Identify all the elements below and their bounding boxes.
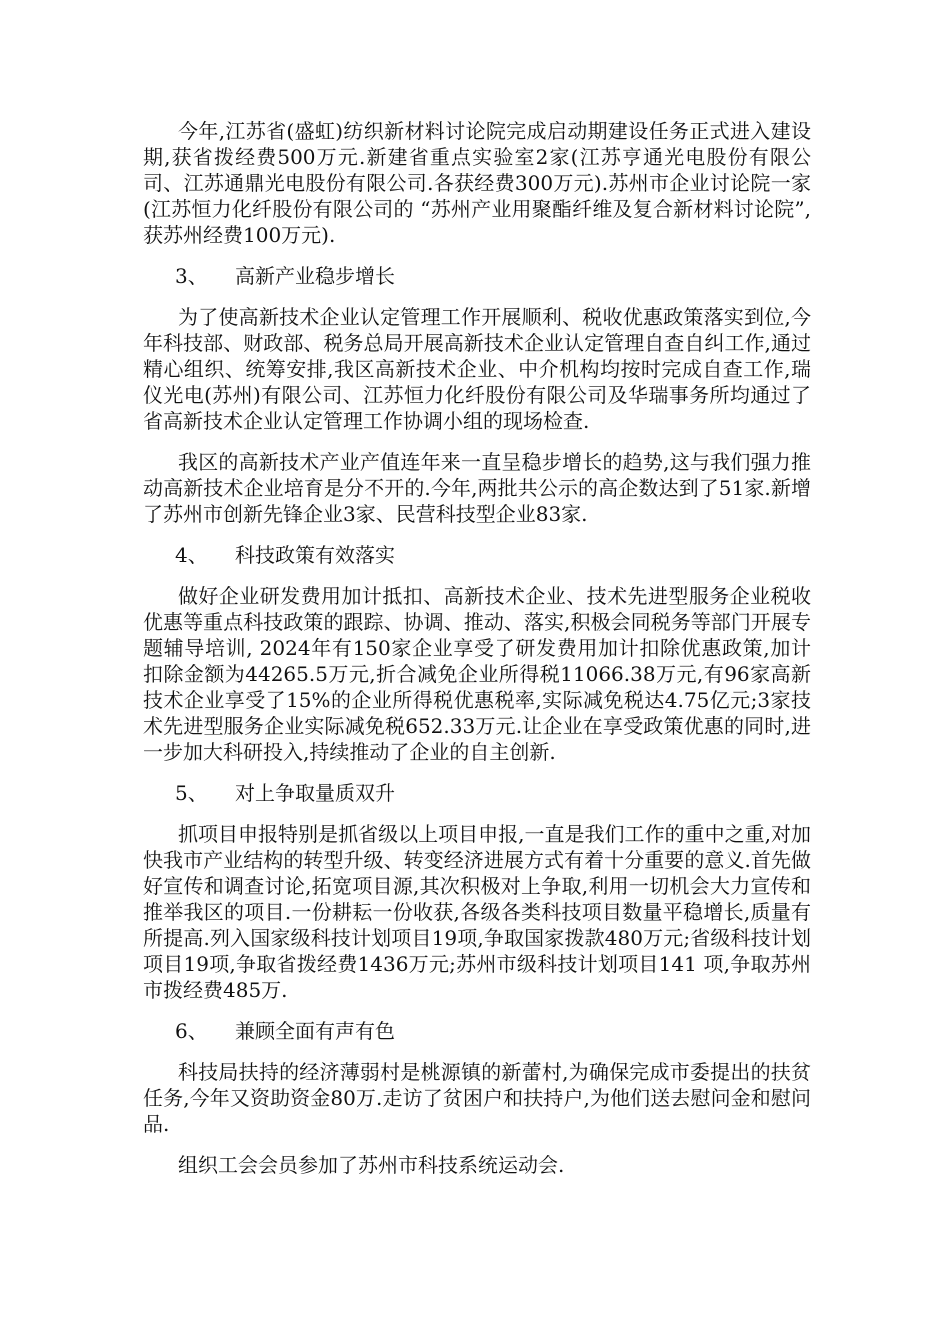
paragraph: 组织工会会员参加了苏州市科技系统运动会. [178,1153,565,1177]
section-title: 科技政策有效落实 [235,543,395,567]
section-number: 5、 [175,781,208,805]
section-number: 3、 [175,264,208,288]
paragraph: 我区的高新技术产业产值连年来一直呈稳步增长的趋势,这与我们强力推动高新技术企业培育是分不开的.今年,两批共公示的高企数达到了51家.新增了苏州市创新先锋企业3家、民营科技型企业83家. [143,450,811,526]
section-heading [143,542,811,568]
section-heading [143,263,811,289]
section-title: 对上争取量质双升 [235,781,395,805]
paragraph: 抓项目申报特别是抓省级以上项目申报,一直是我们工作的重中之重,对加快我市产业结构的转型升级、转变经济进展方式有着十分重要的意义.首先做好宣传和调查讨论,拓宽项目源,其次积极对上争取,利用一切机会大力宣传和推举我区的项目.一份耕耘一份收获,各级各类科技项目数量平稳增长,质量有所提高.列入国家级科技计划项目19项,争取国家拨款480万元;省级科技计划项目19项,争取省拨经费1436万元;苏州市级科技计划项目141 项,争取苏州市拨经费485万. [143,822,811,1002]
section-title: 兼顾全面有声有色 [235,1019,395,1043]
paragraph: 做好企业研发费用加计抵扣、高新技术企业、技术先进型服务企业税收优惠等重点科技政策的跟踪、协调、推动、落实,积极会同税务等部门开展专题辅导培训, 2024年有150家企业享受了研发费用加计扣除优惠政策,加计扣除金额为44265.5万元,折合减免企业所得税11066.38万元,有96家高新技术企业享受了15%的企业所得税优惠税率,实际减免税达4.75亿元;3家技术先进型服务企业实际减免税652.33万元.让企业在享受政策优惠的同时,进一步加大科研投入,持续推动了企业的自主创新. [143,584,811,764]
paragraph: 今年,江苏省(盛虹)纺织新材料讨论院完成启动期建设任务正式进入建设期,获省拨经费500万元.新建省重点实验室2家(江苏亨通光电股份有限公司、江苏通鼎光电股份有限公司.各获经费300万元).苏州市企业讨论院一家(江苏恒力化纤股份有限公司的 “苏州产业用聚酯纤维及复合新材料讨论院”,获苏州经费100万元). [143,119,811,247]
section-number: 4、 [175,543,208,567]
section-heading [143,1018,811,1044]
document-body [143,118,811,1193]
section-title: 高新产业稳步增长 [235,264,395,288]
paragraph: 科技局扶持的经济薄弱村是桃源镇的新蕾村,为确保完成市委提出的扶贫任务,今年又资助资金80万.走访了贫困户和扶持户,为他们送去慰问金和慰问品. [143,1060,811,1136]
section-heading [143,780,811,806]
paragraph: 为了使高新技术企业认定管理工作开展顺利、税收优惠政策落实到位,今年科技部、财政部、税务总局开展高新技术企业认定管理自查自纠工作,通过精心组织、统筹安排,我区高新技术企业、中介机构均按时完成自查工作,瑞仪光电(苏州)有限公司、江苏恒力化纤股份有限公司及华瑞事务所均通过了省高新技术企业认定管理工作协调小组的现场检查. [143,305,811,433]
section-number: 6、 [175,1019,208,1043]
